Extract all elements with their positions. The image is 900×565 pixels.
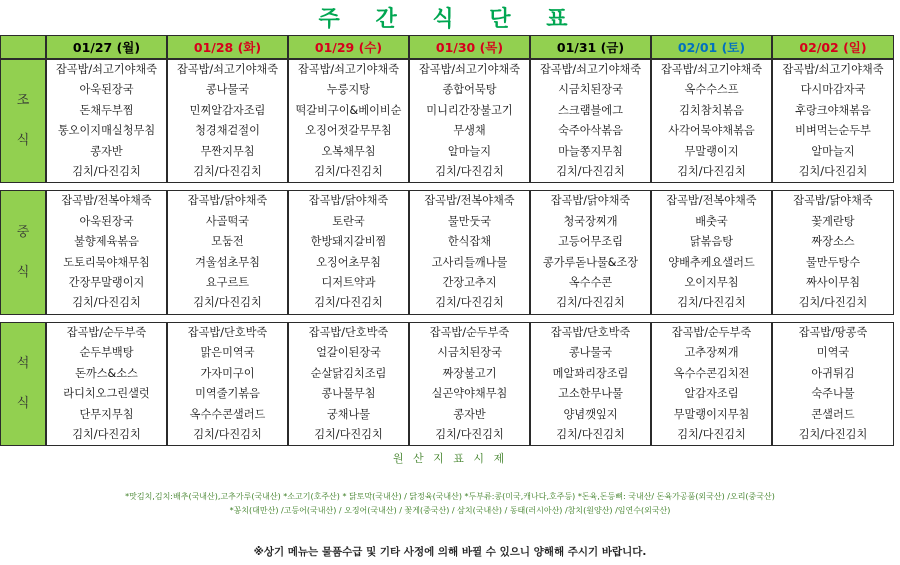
menu-item: 잡곡밥/닭야채죽 bbox=[187, 194, 268, 208]
menu-item: 옥수수콘 bbox=[568, 276, 613, 290]
menu-cell bbox=[530, 322, 651, 446]
menu-item: 고추장찌개 bbox=[684, 346, 739, 360]
meal-row bbox=[0, 59, 894, 183]
menu-item: 잡곡밥/닭야채죽 bbox=[550, 194, 631, 208]
row-gap-cell bbox=[0, 183, 894, 190]
menu-item: 순살닭김치조림 bbox=[310, 366, 387, 380]
menu-item: 잡곡밥/전복야채죽 bbox=[424, 194, 515, 208]
menu-item: 잡곡밥/순두부죽 bbox=[66, 325, 147, 339]
menu-item: 시금치된장국 bbox=[558, 83, 623, 97]
notice-text: ※상기 메뉴는 물품수급 및 기타 사정에 의해 바뀔 수 있으니 양해해 주시기 바랍니다. bbox=[253, 546, 647, 558]
origin-line: *맛김치,김치:배추(국내산),고추가루(국내산) *소고기(호주산) * 닭토막(국내산) / 닭정육(국내산) *두부류:콩(미국,캐나다,호주등) *돈육,돈등뼈: 국내산/ 돈육가공품(외국산) /오리(중국산) bbox=[125, 492, 775, 501]
menu-item: 콩자반 bbox=[90, 144, 123, 158]
day-header: 01/29 (수) bbox=[288, 35, 409, 59]
menu-item: 잡곡밥/쇠고기야채죽 bbox=[539, 63, 642, 76]
menu-item: 김치/다진김치 bbox=[556, 427, 625, 441]
menu-item: 간장고추지 bbox=[442, 276, 497, 290]
menu-item: 알마늘지 bbox=[811, 144, 855, 158]
menu-item: 아귀튀김 bbox=[811, 366, 855, 380]
day-header: 02/01 (토) bbox=[651, 35, 772, 59]
menu-item: 김치/다진김치 bbox=[798, 165, 868, 179]
menu-item: 미역국 bbox=[816, 346, 850, 360]
menu-item: 김치/다진김치 bbox=[72, 296, 141, 310]
meal-label-char: 조 bbox=[16, 93, 30, 109]
menu-item: 시금치된장국 bbox=[437, 346, 502, 360]
menu-item: 청경채겉절이 bbox=[195, 124, 260, 138]
menu-item: 한식잡채 bbox=[447, 235, 492, 249]
menu-item: 무생채 bbox=[453, 124, 486, 138]
meal-label-char: 식 bbox=[16, 396, 30, 412]
menu-item: 궁채나물 bbox=[326, 407, 371, 421]
menu-item: 물만두탕수 bbox=[805, 255, 861, 269]
menu-item: 떡갈비구이&베이비순 bbox=[295, 103, 402, 117]
menu-cell bbox=[651, 190, 772, 314]
meal-row bbox=[0, 190, 894, 314]
meal-label bbox=[0, 59, 46, 183]
menu-item: 종합어묵탕 bbox=[442, 83, 497, 97]
menu-item: 김치/다진김치 bbox=[556, 165, 625, 179]
menu-item: 누룽지탕 bbox=[326, 83, 371, 97]
menu-item: 닭볶음탕 bbox=[689, 235, 734, 249]
menu-cell bbox=[288, 322, 409, 446]
menu-item: 오복채무침 bbox=[321, 144, 376, 158]
menu-item: 후랑크야채볶음 bbox=[795, 103, 871, 117]
menu-item: 양념깻잎지 bbox=[563, 407, 618, 421]
menu-item: 꽃게란탕 bbox=[811, 214, 855, 228]
menu-item: 김치/다진김치 bbox=[193, 165, 262, 179]
menu-item: 옥수수콘김치전 bbox=[673, 366, 750, 380]
menu-item: 잡곡밥/쇠고기야채죽 bbox=[660, 63, 763, 76]
menu-cell bbox=[651, 59, 772, 183]
menu-item: 콘샐러드 bbox=[811, 407, 855, 421]
row-gap bbox=[0, 315, 894, 322]
menu-cell bbox=[530, 59, 651, 183]
menu-item: 양배추케요샐러드 bbox=[668, 255, 755, 269]
menu-item: 콩자반 bbox=[453, 407, 486, 421]
menu-item: 잡곡밥/단호박죽 bbox=[550, 325, 631, 339]
menu-item: 미니리간장불고기 bbox=[426, 103, 513, 117]
day-header: 02/02 (일) bbox=[772, 35, 894, 59]
menu-item: 잡곡밥/순두부죽 bbox=[429, 325, 510, 339]
menu-item: 잡곡밥/쇠고기야채죽 bbox=[297, 63, 400, 76]
menu-item: 잡곡밥/닭야채죽 bbox=[793, 194, 873, 208]
menu-item: 얼갈이된장국 bbox=[316, 346, 381, 360]
menu-item: 사골떡국 bbox=[205, 214, 250, 228]
menu-item: 돈채두부찜 bbox=[79, 103, 134, 117]
menu-item: 무말랭이지무침 bbox=[673, 407, 750, 421]
day-header: 01/28 (화) bbox=[167, 35, 288, 59]
meal-label-char: 석 bbox=[16, 356, 30, 372]
menu-item: 김치/다진김치 bbox=[435, 165, 504, 179]
menu-item: 라디치오그린샐럿 bbox=[63, 387, 150, 401]
menu-cell bbox=[167, 59, 288, 183]
menu-item: 김치/다진김치 bbox=[193, 296, 262, 310]
row-gap bbox=[0, 183, 894, 190]
menu-item: 김치/다진김치 bbox=[314, 296, 383, 310]
menu-item: 모둠전 bbox=[211, 235, 244, 249]
menu-item: 김치/다진김치 bbox=[798, 427, 868, 441]
menu-item: 다시마감자국 bbox=[800, 83, 866, 97]
menu-item: 잡곡밥/땅콩죽 bbox=[798, 325, 868, 339]
menu-item: 한방돼지갈비찜 bbox=[310, 235, 387, 249]
menu-item: 콩나물국 bbox=[568, 346, 613, 360]
menu-item: 김치참치볶음 bbox=[679, 103, 744, 117]
menu-item: 고등어무조림 bbox=[558, 235, 623, 249]
meal-label bbox=[0, 190, 46, 314]
menu-item: 실곤약야채무침 bbox=[431, 387, 508, 401]
menu-item: 통오이지매실청무침 bbox=[57, 124, 156, 138]
menu-item: 잡곡밥/전복야채죽 bbox=[61, 194, 152, 208]
menu-item: 마늘쫑지무침 bbox=[558, 144, 623, 158]
menu-cell bbox=[46, 322, 167, 446]
menu-item: 김치/다진김치 bbox=[677, 427, 746, 441]
menu-cell bbox=[409, 322, 530, 446]
menu-cell bbox=[409, 59, 530, 183]
weekly-menu-table bbox=[0, 35, 894, 446]
menu-item: 김치/다진김치 bbox=[677, 165, 746, 179]
menu-item: 아욱된장국 bbox=[79, 214, 134, 228]
menu-item: 겨울섬초무침 bbox=[195, 255, 260, 269]
menu-cell bbox=[46, 59, 167, 183]
menu-item: 잡곡밥/단호박죽 bbox=[187, 325, 268, 339]
menu-cell bbox=[530, 190, 651, 314]
menu-item: 돈까스&소스 bbox=[75, 366, 138, 380]
menu-item: 짜장소스 bbox=[811, 235, 855, 249]
menu-item: 김치/다진김치 bbox=[314, 427, 383, 441]
menu-item: 불향제육볶음 bbox=[74, 235, 139, 249]
menu-item: 비벼먹는순두부 bbox=[795, 124, 871, 138]
meal-label-char: 식 bbox=[16, 133, 30, 149]
page-title: 주 간 식 단 표 bbox=[318, 7, 582, 32]
menu-item: 숙주아삭볶음 bbox=[558, 124, 623, 138]
menu-item: 잡곡밥/단호박죽 bbox=[308, 325, 389, 339]
menu-cell bbox=[772, 59, 894, 183]
menu-item: 요구르트 bbox=[205, 276, 250, 290]
menu-item: 김치/다진김치 bbox=[798, 296, 868, 310]
menu-item: 짜사이무침 bbox=[805, 276, 861, 290]
menu-cell bbox=[167, 322, 288, 446]
menu-item: 콩나물무침 bbox=[321, 387, 376, 401]
menu-item: 단무지무침 bbox=[79, 407, 134, 421]
menu-item: 알마늘지 bbox=[447, 144, 492, 158]
meal-label-char: 식 bbox=[16, 264, 30, 280]
menu-item: 순두부백탕 bbox=[79, 346, 134, 360]
menu-item: 잡곡밥/전복야채죽 bbox=[666, 194, 757, 208]
menu-cell bbox=[46, 190, 167, 314]
menu-cell bbox=[288, 59, 409, 183]
menu-item: 김치/다진김치 bbox=[72, 165, 141, 179]
menu-item: 맑은미역국 bbox=[200, 346, 255, 360]
menu-item: 물만둣국 bbox=[447, 214, 492, 228]
menu-item: 무말랭이지 bbox=[684, 144, 739, 158]
menu-cell bbox=[409, 190, 530, 314]
menu-item: 옥수수콘샐러드 bbox=[189, 407, 266, 421]
menu-item: 토란국 bbox=[332, 214, 365, 228]
menu-cell bbox=[288, 190, 409, 314]
menu-item: 청국장찌개 bbox=[563, 214, 618, 228]
menu-item: 옥수수스프 bbox=[684, 83, 739, 97]
menu-item: 가자미구이 bbox=[200, 366, 255, 380]
menu-item: 짜장불고기 bbox=[442, 366, 497, 380]
menu-item: 김치/다진김치 bbox=[72, 427, 141, 441]
meal-label bbox=[0, 322, 46, 446]
menu-item: 콩가루돋나물&조장 bbox=[542, 255, 639, 269]
menu-item: 김치/다진김치 bbox=[677, 296, 746, 310]
menu-item: 잡곡밥/순두부죽 bbox=[671, 325, 752, 339]
menu-item: 사각어묵야채볶음 bbox=[668, 124, 755, 138]
menu-item: 아욱된장국 bbox=[79, 83, 134, 97]
menu-item: 알감자조림 bbox=[684, 387, 739, 401]
menu-item: 김치/다진김치 bbox=[314, 165, 383, 179]
menu-item: 콩나물국 bbox=[205, 83, 250, 97]
menu-item: 잡곡밥/쇠고기야채죽 bbox=[418, 63, 521, 76]
origin-line: *꽁치(대만산) /고등어(국내산) / 오징어(국내산) / 꽃게(중국산) / 삼치(국내산) / 동태(러시아산) /참치(원양산) /임연수(외국산) bbox=[229, 506, 671, 515]
menu-item: 간장무말랭이지 bbox=[68, 276, 145, 290]
menu-cell bbox=[772, 322, 894, 446]
menu-item: 김치/다진김치 bbox=[556, 296, 625, 310]
menu-item: 잡곡밥/닭야채죽 bbox=[308, 194, 389, 208]
menu-item: 오징어젓갈무무침 bbox=[305, 124, 392, 138]
menu-item: 숙주나물 bbox=[811, 387, 855, 401]
menu-cell bbox=[651, 322, 772, 446]
day-header: 01/30 (목) bbox=[409, 35, 530, 59]
menu-item: 미역줄기볶음 bbox=[195, 387, 260, 401]
menu-cell bbox=[772, 190, 894, 314]
menu-item: 잡곡밥/쇠고기야채죽 bbox=[176, 63, 279, 76]
menu-item: 오징어초무침 bbox=[316, 255, 381, 269]
menu-item: 잡곡밥/쇠고기야채죽 bbox=[55, 63, 158, 76]
menu-item: 디저트약과 bbox=[321, 276, 376, 290]
menu-item: 무짠지무침 bbox=[200, 144, 255, 158]
day-header-row bbox=[0, 35, 894, 59]
menu-item: 김치/다진김치 bbox=[435, 427, 504, 441]
day-header: 01/31 (금) bbox=[530, 35, 651, 59]
day-header: 01/27 (월) bbox=[46, 35, 167, 59]
meal-row bbox=[0, 322, 894, 446]
origin-title: 원 산 지 표 시 제 bbox=[392, 452, 508, 465]
menu-item: 김치/다진김치 bbox=[435, 296, 504, 310]
meal-label-char: 중 bbox=[16, 224, 30, 240]
menu-item: 잡곡밥/쇠고기야채죽 bbox=[782, 63, 884, 76]
corner-cell bbox=[0, 35, 46, 59]
menu-item: 김치/다진김치 bbox=[193, 427, 262, 441]
menu-item: 배춧국 bbox=[695, 214, 728, 228]
row-gap-cell bbox=[0, 315, 894, 322]
menu-item: 메알꽈리장조림 bbox=[552, 366, 629, 380]
menu-item: 도토리묵야채무침 bbox=[63, 255, 150, 269]
menu-item: 고소한무나물 bbox=[558, 387, 623, 401]
menu-item: 스크램블에그 bbox=[558, 103, 623, 117]
menu-cell bbox=[167, 190, 288, 314]
menu-item: 고사리들깨나물 bbox=[431, 255, 508, 269]
menu-item: 민찌알감자조림 bbox=[189, 103, 266, 117]
menu-item: 오이지무침 bbox=[684, 276, 739, 290]
